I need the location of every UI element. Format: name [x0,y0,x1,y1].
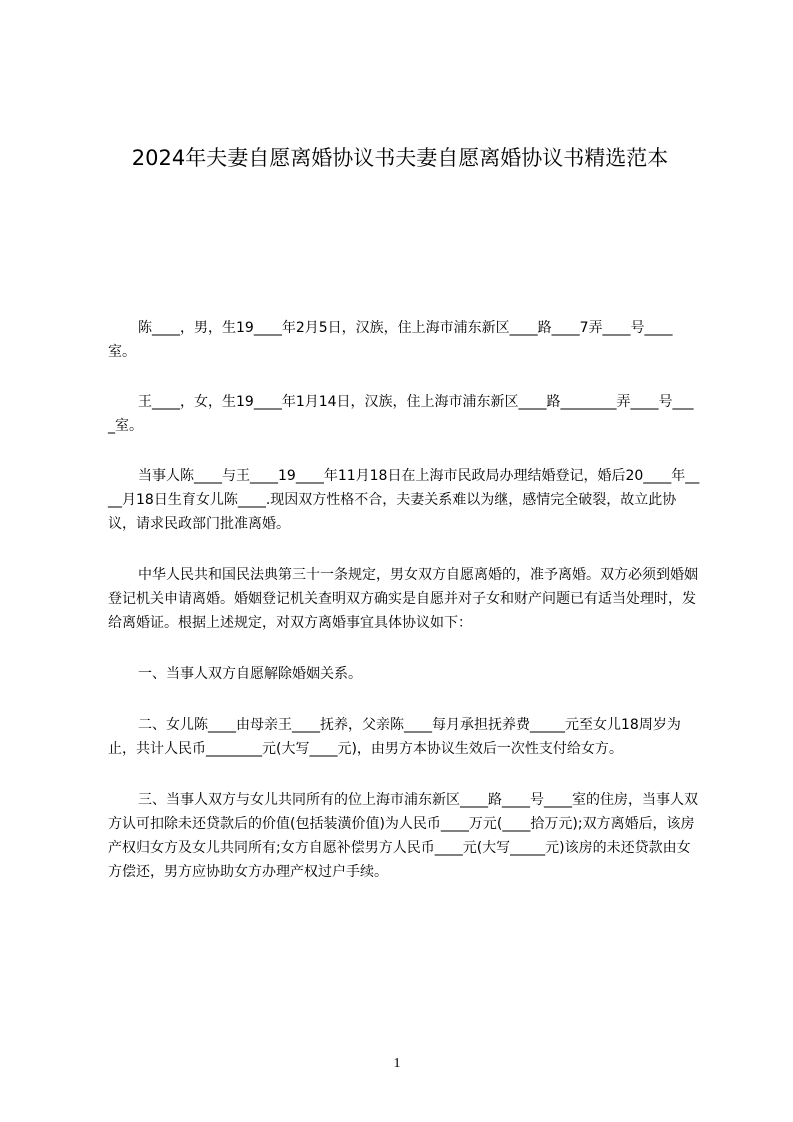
clause-one-paragraph: 一、当事人双方自愿解除婚姻关系。 [138,666,362,682]
party-husband-paragraph: 陈____，男，生19____年2月5日，汉族，住上海市浦东新区____路____7弄____号____室。 [108,320,673,360]
legal-basis-paragraph: 中华人民共和国民法典第三十一条规定，男女双方自愿离婚的，准予离婚。双方必须到婚姻登记机关申请离婚。婚姻登记机关查明双方确实是自愿并对子女和财产问题已有适当处理时，发给离婚证。根据上述规定，对双方离婚事宜具体协议如下： [108,567,698,631]
background-paragraph: 当事人陈____与王____19____年11月18日在上海市民政局办理结婚登记，婚后20____年____月18日生育女儿陈____.现因双方性格不合，夫妻关系难以为继，感情完全破裂，故立此协议，请求民政部门批准离婚。 [108,468,700,532]
clause-three-paragraph: 三、当事人双方与女儿共同所有的位上海市浦东新区____路____号____室的住房，当事人双方认可扣除未还贷款后的价值(包括装潢价值)为人民币____万元(____拾万元);双方离婚后，该房产权归女方及女儿共同所有;女方自愿补偿男方人民币____元(大写_____元)该房的未还贷款由女方偿还，男方应协助女方办理产权过户手续。 [108,792,698,880]
document-body [108,316,700,911]
party-wife-paragraph: 王____，女，生19____年1月14日，汉族，住上海市浦东新区____路________弄____号____室。 [108,394,694,434]
page-number: 1 [393,1056,401,1071]
clause-two-paragraph: 二、女儿陈____由母亲王____抚养，父亲陈____每月承担抚养费_____元至女儿18周岁为止，共计人民币________元(大写____元)，由男方本协议生效后一次性支付给女方。 [108,717,681,757]
document-title: 2024年夫妻自愿离婚协议书夫妻自愿离婚协议书精选范本 [131,146,669,170]
